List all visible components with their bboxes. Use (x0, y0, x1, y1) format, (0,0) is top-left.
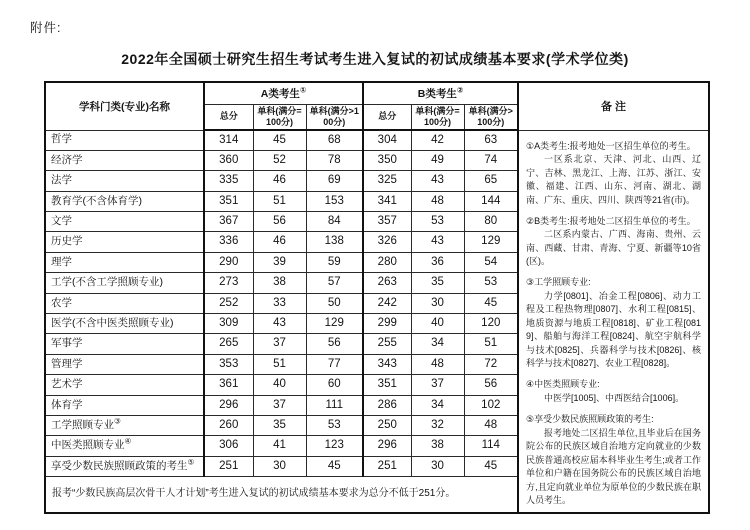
subject-label: 工学照顾专业 (51, 418, 114, 431)
note-group (526, 276, 701, 371)
a-single-gt100-cell: 45 (306, 456, 363, 476)
subject-label: 农学 (51, 296, 72, 309)
subject-label: 教育学(不含体育学) (51, 194, 142, 207)
a-single-gt100-cell: 53 (306, 415, 363, 435)
a-single-100-cell: 51 (253, 354, 306, 374)
col-header-group-a (204, 82, 363, 104)
a-single-gt100-cell: 138 (306, 232, 363, 252)
b-total-cell: 299 (363, 314, 411, 334)
b-single-100-cell: 32 (411, 415, 464, 435)
a-single-gt100-cell: 111 (306, 395, 363, 415)
a-total-cell: 336 (204, 232, 253, 252)
a-total-cell: 306 (204, 436, 253, 456)
subject-cell (45, 191, 204, 211)
a-total-cell: 290 (204, 252, 253, 272)
subject-label: 哲学 (51, 133, 72, 146)
b-single-gt100-cell: 74 (464, 150, 518, 170)
group-b-label: B类考生 (417, 87, 457, 100)
col-header-b-single-gt100: 单科(满分>100分) (464, 104, 518, 130)
subject-superscript: ⑤ (187, 457, 195, 467)
subject-label: 历史学 (51, 235, 83, 248)
subject-label: 文学 (51, 214, 72, 227)
b-total-cell: 286 (363, 395, 411, 415)
subject-label: 艺术学 (51, 378, 83, 391)
note-group (526, 378, 701, 405)
subject-label: 工学(不含工学照顾专业) (51, 276, 163, 289)
a-single-gt100-cell: 153 (306, 191, 363, 211)
subject-label: 军事学 (51, 337, 83, 350)
a-total-cell: 314 (204, 130, 253, 150)
subject-label: 体育学 (51, 398, 83, 411)
a-single-100-cell: 46 (253, 232, 306, 252)
a-single-gt100-cell: 84 (306, 212, 363, 232)
col-header-b-total: 总分 (363, 104, 411, 130)
b-single-100-cell: 36 (411, 252, 464, 272)
note-group (526, 215, 701, 269)
footer-note: 报考“少数民族高层次骨干人才计划”考生进入复试的初试成绩基本要求为总分不低于251分。 (45, 477, 518, 513)
a-total-cell: 252 (204, 293, 253, 313)
a-single-100-cell: 45 (253, 130, 306, 150)
a-single-100-cell: 40 (253, 375, 306, 395)
a-single-100-cell: 52 (253, 150, 306, 170)
note-paragraph: ⑤享受少数民族照顾政策的考生: (526, 414, 654, 425)
a-total-cell: 296 (204, 395, 253, 415)
a-single-gt100-cell: 50 (306, 293, 363, 313)
a-total-cell: 260 (204, 415, 253, 435)
a-total-cell: 309 (204, 314, 253, 334)
a-single-100-cell: 38 (253, 273, 306, 293)
a-single-100-cell: 37 (253, 395, 306, 415)
a-total-cell: 265 (204, 334, 253, 354)
subject-label: 享受少数民族照顾政策的考生 (51, 459, 188, 472)
col-header-a-total: 总分 (204, 104, 253, 130)
note-paragraph: ①A类考生:报考地处一区招生单位的考生。 (526, 140, 696, 151)
b-total-cell: 357 (363, 212, 411, 232)
subject-cell (45, 150, 204, 170)
b-total-cell: 296 (363, 436, 411, 456)
b-single-100-cell: 49 (411, 150, 464, 170)
b-total-cell: 326 (363, 232, 411, 252)
b-single-gt100-cell: 45 (464, 456, 518, 476)
subject-label: 经济学 (51, 153, 83, 166)
b-single-100-cell: 38 (411, 436, 464, 456)
a-total-cell: 335 (204, 171, 253, 191)
a-single-gt100-cell: 68 (306, 130, 363, 150)
a-single-gt100-cell: 129 (306, 314, 363, 334)
b-single-100-cell: 30 (411, 293, 464, 313)
subject-cell (45, 415, 204, 435)
b-total-cell: 351 (363, 375, 411, 395)
b-total-cell: 242 (363, 293, 411, 313)
a-single-gt100-cell: 77 (306, 354, 363, 374)
b-single-100-cell: 48 (411, 191, 464, 211)
b-single-gt100-cell: 65 (464, 171, 518, 191)
col-header-group-b (363, 82, 518, 104)
b-single-gt100-cell: 80 (464, 212, 518, 232)
b-single-gt100-cell: 56 (464, 375, 518, 395)
subject-cell (45, 273, 204, 293)
subject-cell (45, 171, 204, 191)
col-header-remarks: 备 注 (518, 82, 709, 130)
b-single-100-cell: 53 (411, 212, 464, 232)
remarks-cell (518, 130, 709, 513)
b-single-100-cell: 42 (411, 130, 464, 150)
subject-label: 理学 (51, 255, 72, 268)
b-total-cell: 250 (363, 415, 411, 435)
page-title: 2022年全国硕士研究生招生考试考生进入复试的初试成绩基本要求(学术学位类) (121, 51, 629, 67)
b-single-gt100-cell: 129 (464, 232, 518, 252)
subject-label: 中医类照顾专业 (51, 439, 125, 452)
b-total-cell: 263 (363, 273, 411, 293)
b-single-100-cell: 35 (411, 273, 464, 293)
b-total-cell: 304 (363, 130, 411, 150)
note-group (526, 140, 701, 208)
b-single-gt100-cell: 48 (464, 415, 518, 435)
b-single-gt100-cell: 102 (464, 395, 518, 415)
a-single-100-cell: 37 (253, 334, 306, 354)
subject-cell (45, 212, 204, 232)
subject-cell (45, 232, 204, 252)
col-header-a-single-gt100: 单科(满分>100分) (306, 104, 363, 130)
col-header-b-single-100: 单科(满分=100分) (411, 104, 464, 130)
b-single-gt100-cell: 72 (464, 354, 518, 374)
note-paragraph: ③工学照顾专业: (526, 277, 591, 288)
b-total-cell: 251 (363, 456, 411, 476)
subject-label: 法学 (51, 174, 72, 187)
a-total-cell: 361 (204, 375, 253, 395)
subject-cell (45, 395, 204, 415)
b-single-gt100-cell: 51 (464, 334, 518, 354)
a-total-cell: 353 (204, 354, 253, 374)
a-single-100-cell: 56 (253, 212, 306, 232)
attachment-label: 附件: (30, 21, 62, 35)
b-single-gt100-cell: 45 (464, 293, 518, 313)
a-single-gt100-cell: 69 (306, 171, 363, 191)
note-paragraph: 报考地处二区招生单位,且毕业后在国务院公布的民族区域自治地方定向就业的少数民族普通高校应届本科毕业生考生;或者工作单位和户籍在国务院公布的民族区域自治地方,且定向就业单位为原单位的少数民族在职人员考生。 (526, 427, 702, 506)
b-single-100-cell: 37 (411, 375, 464, 395)
group-a-label: A类考生 (260, 87, 300, 100)
note-paragraph: 力学[0801]、冶金工程[0806]、动力工程及工程热物理[0807]、水利工程[0815]、地质资源与地质工程[0818]、矿业工程[0819]、船舶与海洋工程[0824]、航空宇航科学与技术[0825]、兵器科学与技术[0826]、核科学与技术[0827]、农业工程[0828]。 (526, 290, 702, 369)
a-total-cell: 367 (204, 212, 253, 232)
subject-superscript: ③ (114, 416, 121, 426)
group-b-superscript: ② (456, 85, 464, 95)
b-single-100-cell: 48 (411, 354, 464, 374)
subject-cell (45, 293, 204, 313)
a-single-100-cell: 35 (253, 415, 306, 435)
subject-cell (45, 354, 204, 374)
subject-superscript: ④ (124, 436, 132, 446)
a-single-100-cell: 41 (253, 436, 306, 456)
a-single-gt100-cell: 60 (306, 375, 363, 395)
b-total-cell: 341 (363, 191, 411, 211)
b-total-cell: 325 (363, 171, 411, 191)
b-total-cell: 350 (363, 150, 411, 170)
a-single-100-cell: 33 (253, 293, 306, 313)
a-single-gt100-cell: 57 (306, 273, 363, 293)
a-single-100-cell: 39 (253, 252, 306, 272)
note-paragraph: 二区系内蒙古、广西、海南、贵州、云南、西藏、甘肃、青海、宁夏、新疆等10省(区)。 (526, 229, 702, 267)
subject-label: 医学(不含中医类照顾专业) (51, 316, 174, 329)
subject-cell (45, 252, 204, 272)
b-single-100-cell: 34 (411, 334, 464, 354)
table-row (45, 130, 709, 150)
a-total-cell: 360 (204, 150, 253, 170)
b-single-gt100-cell: 53 (464, 273, 518, 293)
subject-cell (45, 130, 204, 150)
a-total-cell: 351 (204, 191, 253, 211)
score-table (44, 81, 710, 514)
b-single-gt100-cell: 144 (464, 191, 518, 211)
subject-cell (45, 334, 204, 354)
subject-cell (45, 456, 204, 476)
a-total-cell: 273 (204, 273, 253, 293)
subject-cell (45, 375, 204, 395)
b-single-gt100-cell: 54 (464, 252, 518, 272)
note-paragraph: ②B类考生:报考地处二区招生单位的考生。 (526, 215, 696, 226)
b-single-100-cell: 43 (411, 171, 464, 191)
b-single-100-cell: 43 (411, 232, 464, 252)
a-single-gt100-cell: 78 (306, 150, 363, 170)
note-paragraph: 一区系北京、天津、河北、山西、辽宁、吉林、黑龙江、上海、江苏、浙江、安徽、福建、江西、山东、河南、湖北、湖南、广东、重庆、四川、陕西等21省(市)。 (526, 154, 702, 205)
note-paragraph: ④中医类照顾专业: (526, 379, 600, 390)
a-single-100-cell: 51 (253, 191, 306, 211)
b-single-gt100-cell: 63 (464, 130, 518, 150)
b-total-cell: 343 (363, 354, 411, 374)
a-single-100-cell: 43 (253, 314, 306, 334)
note-group (526, 413, 701, 508)
subject-label: 管理学 (51, 357, 83, 370)
a-single-gt100-cell: 56 (306, 334, 363, 354)
subject-cell (45, 314, 204, 334)
b-single-100-cell: 40 (411, 314, 464, 334)
b-single-gt100-cell: 120 (464, 314, 518, 334)
col-header-a-single-100: 单科(满分=100分) (253, 104, 306, 130)
b-total-cell: 280 (363, 252, 411, 272)
a-single-100-cell: 30 (253, 456, 306, 476)
b-single-100-cell: 34 (411, 395, 464, 415)
b-total-cell: 255 (363, 334, 411, 354)
a-single-100-cell: 46 (253, 171, 306, 191)
col-header-subject: 学科门类(专业)名称 (45, 82, 204, 130)
a-single-gt100-cell: 59 (306, 252, 363, 272)
group-a-superscript: ① (299, 85, 307, 95)
a-total-cell: 251 (204, 456, 253, 476)
b-single-gt100-cell: 114 (464, 436, 518, 456)
subject-cell (45, 436, 204, 456)
header-row-groups (45, 82, 709, 104)
note-paragraph: 中医学[1005]、中西医结合[1006]。 (544, 392, 685, 403)
b-single-100-cell: 30 (411, 456, 464, 476)
a-single-gt100-cell: 123 (306, 436, 363, 456)
